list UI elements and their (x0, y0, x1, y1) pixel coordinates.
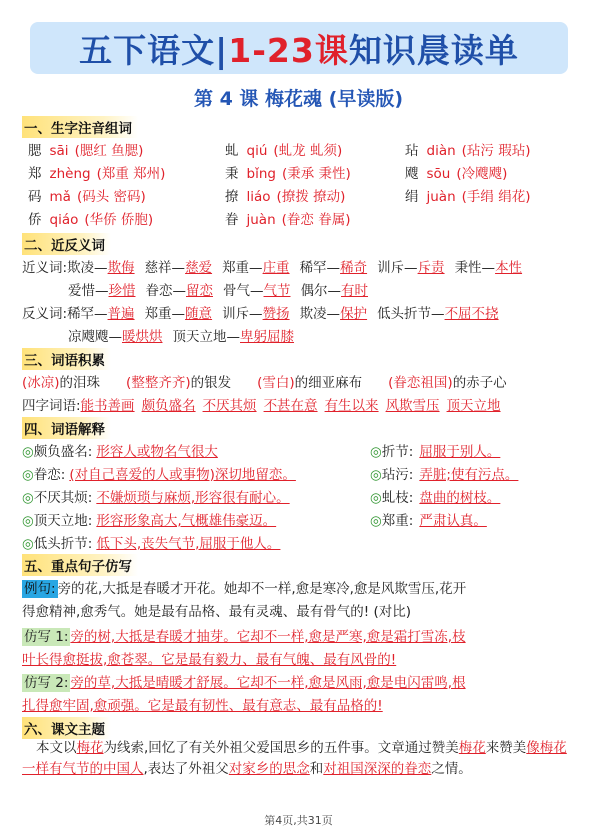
definition-item (370, 440, 500, 460)
four-char-word: 有生以来 (324, 398, 379, 414)
pair-word: 凉飕飕— (68, 329, 122, 345)
accumulation-row (22, 371, 582, 391)
antonym-label: 反义词: (22, 306, 68, 322)
vocab-example: (冷飕飕) (456, 166, 508, 182)
vocab-pinyin: qiú (246, 143, 268, 159)
accumulation-answer: (雪白) (257, 375, 295, 391)
definition-marker: ◎ (370, 513, 382, 529)
imitation-1-line-1 (22, 625, 466, 645)
definition-marker: ◎ (370, 490, 382, 506)
vocab-char: 秉 (225, 166, 239, 182)
pair-word: 郑重— (222, 260, 263, 276)
pair-answer: 随意 (185, 306, 213, 322)
definition-item (22, 440, 218, 460)
theme-answer-1: 梅花 (76, 740, 104, 756)
vocab-item (28, 208, 153, 228)
theme-answer-4: 对家乡的思念 (228, 761, 310, 777)
four-char-word: 不甚在意 (263, 398, 318, 414)
pair-word: 欺凌— (299, 306, 341, 322)
synonym-label: 近义词: (22, 260, 68, 276)
accumulation-text: 的细亚麻布 (294, 375, 363, 391)
section-heading-3: 三、词语积累 (22, 348, 111, 370)
four-char-label: 四字词语: (22, 398, 81, 414)
theme-text-2: 为线索,回忆了有关外祖父爱国思乡的五件事。文章通过赞美 (103, 740, 459, 756)
word-pair (223, 283, 291, 299)
vocab-item (225, 208, 350, 228)
synonym-row-2 (68, 279, 378, 299)
pair-answer: 普遍 (107, 306, 135, 322)
imitation-2-text-1: 旁的草,大抵是晴暖才舒展。它却不一样,愈是风雨,愈是电闪雷鸣,根 (70, 675, 466, 691)
vocab-pinyin: juàn (426, 189, 456, 205)
imitation-1-text-1: 旁的树,大抵是春暖才抽芽。它却不一样,愈是严寒,愈是霜打雪冻,枝 (70, 629, 466, 645)
pair-answer: 庄重 (262, 260, 290, 276)
vocab-item (225, 139, 342, 159)
pair-word: 慈祥— (144, 260, 186, 276)
word-pair (300, 260, 368, 276)
definition-term: 眷恋: (33, 467, 66, 483)
vocab-char: 郑 (28, 166, 42, 182)
theme-text-1: 本文以 (36, 740, 77, 756)
pair-answer: 保护 (340, 306, 368, 322)
theme-text-3: 来赞美 (485, 740, 527, 756)
definition-term: 折节: (381, 444, 414, 460)
pair-answer: 暖烘烘 (122, 329, 163, 345)
pair-answer: 留恋 (186, 283, 213, 299)
definition-marker: ◎ (22, 467, 34, 483)
theme-paragraph (22, 738, 574, 780)
accumulation-text: 的赤子心 (452, 375, 507, 391)
title-part3: 知识晨读单 (348, 30, 519, 70)
synonym-row-1 (22, 256, 532, 276)
vocab-example: (码头 密码) (76, 189, 146, 205)
antonym-row-1 (22, 302, 509, 322)
vocab-item (225, 162, 351, 182)
definition-term: 不厌其烦: (33, 490, 93, 506)
pair-answer: 卑躬屈膝 (240, 329, 294, 345)
vocab-char: 撩 (225, 189, 239, 205)
vocab-item (28, 139, 143, 159)
word-pair (145, 306, 213, 322)
section-heading-1: 一、生字注音组词 (22, 116, 138, 138)
pair-answer: 有时 (341, 283, 368, 299)
vocab-example: (华侨 侨胞) (84, 212, 154, 228)
pair-word: 训斥— (377, 260, 418, 276)
example-label: 例句: (24, 581, 56, 597)
imitation-2-line-2: 扎得愈牢固,愈顽强。它是最有韧性、最有意志、最有品格的! (22, 698, 383, 714)
word-pair (455, 260, 523, 276)
theme-answer-5: 对祖国深深的眷恋 (323, 761, 432, 777)
definition-answer: (对自己喜爱的人或事物)深切地留恋。 (69, 467, 296, 483)
pair-word: 稀罕— (67, 306, 108, 322)
title-part2: 1-23课 (228, 30, 349, 70)
definition-term: 虬枝: (381, 490, 414, 506)
pair-answer: 气节 (263, 283, 291, 299)
definition-term: 顶天立地: (33, 513, 93, 529)
accumulation-answer: (眷恋祖国) (388, 375, 453, 391)
definition-marker: ◎ (22, 536, 34, 552)
vocab-item (225, 185, 345, 205)
word-pair (145, 260, 213, 276)
vocab-char: 眷 (225, 212, 239, 228)
definition-marker: ◎ (370, 467, 382, 483)
pair-word: 爱惜— (68, 283, 109, 299)
vocab-example: (郑重 郑州) (96, 166, 166, 182)
accumulation-item (22, 375, 100, 391)
vocab-item (405, 139, 530, 159)
vocab-pinyin: diàn (426, 143, 456, 159)
example-line-2: 得愈精神,愈秀气。她是最有品格、最有灵魂、最有骨气的! (对比) (22, 604, 412, 620)
accumulation-item (126, 375, 231, 391)
vocab-example: (眷恋 眷属) (281, 212, 351, 228)
title-part1: 五下语文| (79, 30, 229, 70)
vocab-char: 绢 (405, 189, 419, 205)
definition-term: 低头折节: (33, 536, 93, 552)
section-heading-2: 二、近反义词 (22, 233, 111, 255)
word-pair (300, 306, 368, 322)
vocab-pinyin: sōu (426, 166, 451, 182)
imitation-2-line-1 (22, 671, 466, 691)
four-char-word: 顶天立地 (446, 398, 501, 414)
vocab-example: (腮红 鱼腮) (74, 143, 144, 159)
imitation-2-label: 仿写 2: (24, 675, 69, 691)
definition-item (22, 532, 280, 552)
pair-word: 欺凌— (67, 260, 108, 276)
vocab-char: 侨 (28, 212, 42, 228)
pair-word: 偶尔— (300, 283, 341, 299)
definition-answer: 形容人或物名气很大 (96, 444, 218, 460)
four-char-word: 颇负盛名 (141, 398, 196, 414)
theme-answer-2: 梅花 (458, 740, 486, 756)
vocab-pinyin: bǐng (246, 166, 276, 182)
word-pair (222, 260, 290, 276)
title-banner (30, 22, 568, 74)
vocab-example: (撩拨 撩动) (276, 189, 346, 205)
section-heading-5: 五、重点句子仿写 (22, 554, 138, 576)
pair-word: 郑重— (144, 306, 186, 322)
theme-text-6: 之情。 (431, 761, 472, 777)
definition-answer: 形容形象高大,气概雄伟豪迈。 (96, 513, 277, 529)
vocab-pinyin: liáo (246, 189, 271, 205)
pair-word: 顶天立地— (172, 329, 240, 345)
word-pair (173, 329, 295, 345)
vocab-item (28, 162, 165, 182)
vocab-item (28, 185, 146, 205)
word-pair (67, 306, 135, 322)
definition-answer: 低下头,丧失气节,屈服于他人。 (96, 536, 281, 552)
vocab-pinyin: mǎ (49, 189, 71, 205)
vocab-pinyin: sāi (49, 143, 69, 159)
pair-answer: 不屈不挠 (444, 306, 499, 322)
pair-answer: 稀奇 (340, 260, 368, 276)
pair-word: 眷恋— (145, 283, 186, 299)
word-pair (377, 260, 445, 276)
accumulation-text: 的泪珠 (59, 375, 101, 391)
four-char-word: 风欺雪压 (385, 398, 440, 414)
four-char-word: 能书善画 (80, 398, 135, 414)
vocab-item (405, 162, 507, 182)
antonym-row-2 (68, 325, 304, 345)
accumulation-answer: (整整齐齐) (126, 375, 191, 391)
vocab-example: (玷污 瑕玷) (461, 143, 531, 159)
pair-answer: 斥责 (417, 260, 445, 276)
word-pair (68, 283, 136, 299)
section-heading-4: 四、词语解释 (22, 417, 111, 439)
definition-marker: ◎ (370, 444, 382, 460)
theme-text-4: ,表达了外祖父 (143, 761, 229, 777)
vocab-example: (秉承 秉性) (281, 166, 351, 182)
accumulation-answer: (冰凉) (22, 375, 60, 391)
word-pair (146, 283, 214, 299)
vocab-example: (手绢 绢花) (461, 189, 531, 205)
pair-word: 秉性— (454, 260, 496, 276)
accumulation-item (388, 375, 507, 391)
pair-answer: 珍惜 (108, 283, 136, 299)
pair-word: 训斥— (222, 306, 263, 322)
theme-text-5: 和 (309, 761, 324, 777)
definition-item (370, 463, 518, 483)
definition-answer: 弄脏;使有污点。 (419, 467, 519, 483)
theme-answer-3: 像梅花一样有气节的中国人 (22, 740, 567, 777)
pair-answer: 赞扬 (262, 306, 290, 322)
lesson-subtitle: 第 4 课 梅花魂 (早读版) (193, 88, 404, 110)
vocab-char: 飕 (405, 166, 419, 182)
word-pair (67, 260, 135, 276)
section-heading-6: 六、课文主题 (22, 717, 111, 739)
accumulation-item (257, 375, 362, 391)
definition-item (370, 486, 500, 506)
word-pair (222, 306, 290, 322)
vocab-example: (虬龙 虬须) (273, 143, 343, 159)
definition-marker: ◎ (22, 444, 34, 460)
definition-item (22, 486, 290, 506)
definition-answer: 不嫌烦琐与麻烦,形容很有耐心。 (96, 490, 290, 506)
definition-term: 玷污: (381, 467, 414, 483)
accumulation-text: 的银发 (190, 375, 232, 391)
definition-marker: ◎ (22, 490, 34, 506)
four-char-row (22, 394, 508, 414)
four-char-word: 不厌其烦 (202, 398, 257, 414)
word-pair (301, 283, 369, 299)
imitation-1-label: 仿写 1: (24, 629, 69, 645)
page-footer: 第4页,共31页 (264, 814, 333, 827)
pair-word: 低头折节— (377, 306, 445, 322)
definition-answer: 盘曲的树枝。 (419, 490, 501, 506)
pair-word: 稀罕— (299, 260, 341, 276)
definition-answer: 严肃认真。 (419, 513, 487, 529)
vocab-item (405, 185, 530, 205)
definition-term: 郑重: (381, 513, 414, 529)
pair-answer: 欺侮 (107, 260, 135, 276)
definition-item (22, 509, 276, 529)
vocab-char: 虬 (225, 143, 239, 159)
word-pair (377, 306, 499, 322)
definition-answer: 屈服于别人。 (419, 444, 501, 460)
vocab-pinyin: qiáo (49, 212, 79, 228)
definition-marker: ◎ (22, 513, 34, 529)
example-line-1 (22, 577, 466, 597)
definition-item (22, 463, 296, 483)
pair-answer: 慈爱 (185, 260, 213, 276)
pair-word: 骨气— (223, 283, 264, 299)
definition-term: 颇负盛名: (33, 444, 93, 460)
example-text-1: 旁的花,大抵是春暖才开花。她却不一样,愈是寒冷,愈是风欺雪压,花开 (57, 581, 467, 597)
word-pair (68, 329, 163, 345)
vocab-pinyin: zhèng (49, 166, 91, 182)
vocab-char: 码 (28, 189, 42, 205)
definition-item (370, 509, 487, 529)
vocab-char: 腮 (28, 143, 42, 159)
imitation-1-line-2: 叶长得愈挺拔,愈苍翠。它是最有毅力、最有气魄、最有风骨的! (22, 652, 397, 668)
vocab-char: 玷 (405, 143, 419, 159)
pair-answer: 本性 (495, 260, 523, 276)
vocab-pinyin: juàn (246, 212, 276, 228)
